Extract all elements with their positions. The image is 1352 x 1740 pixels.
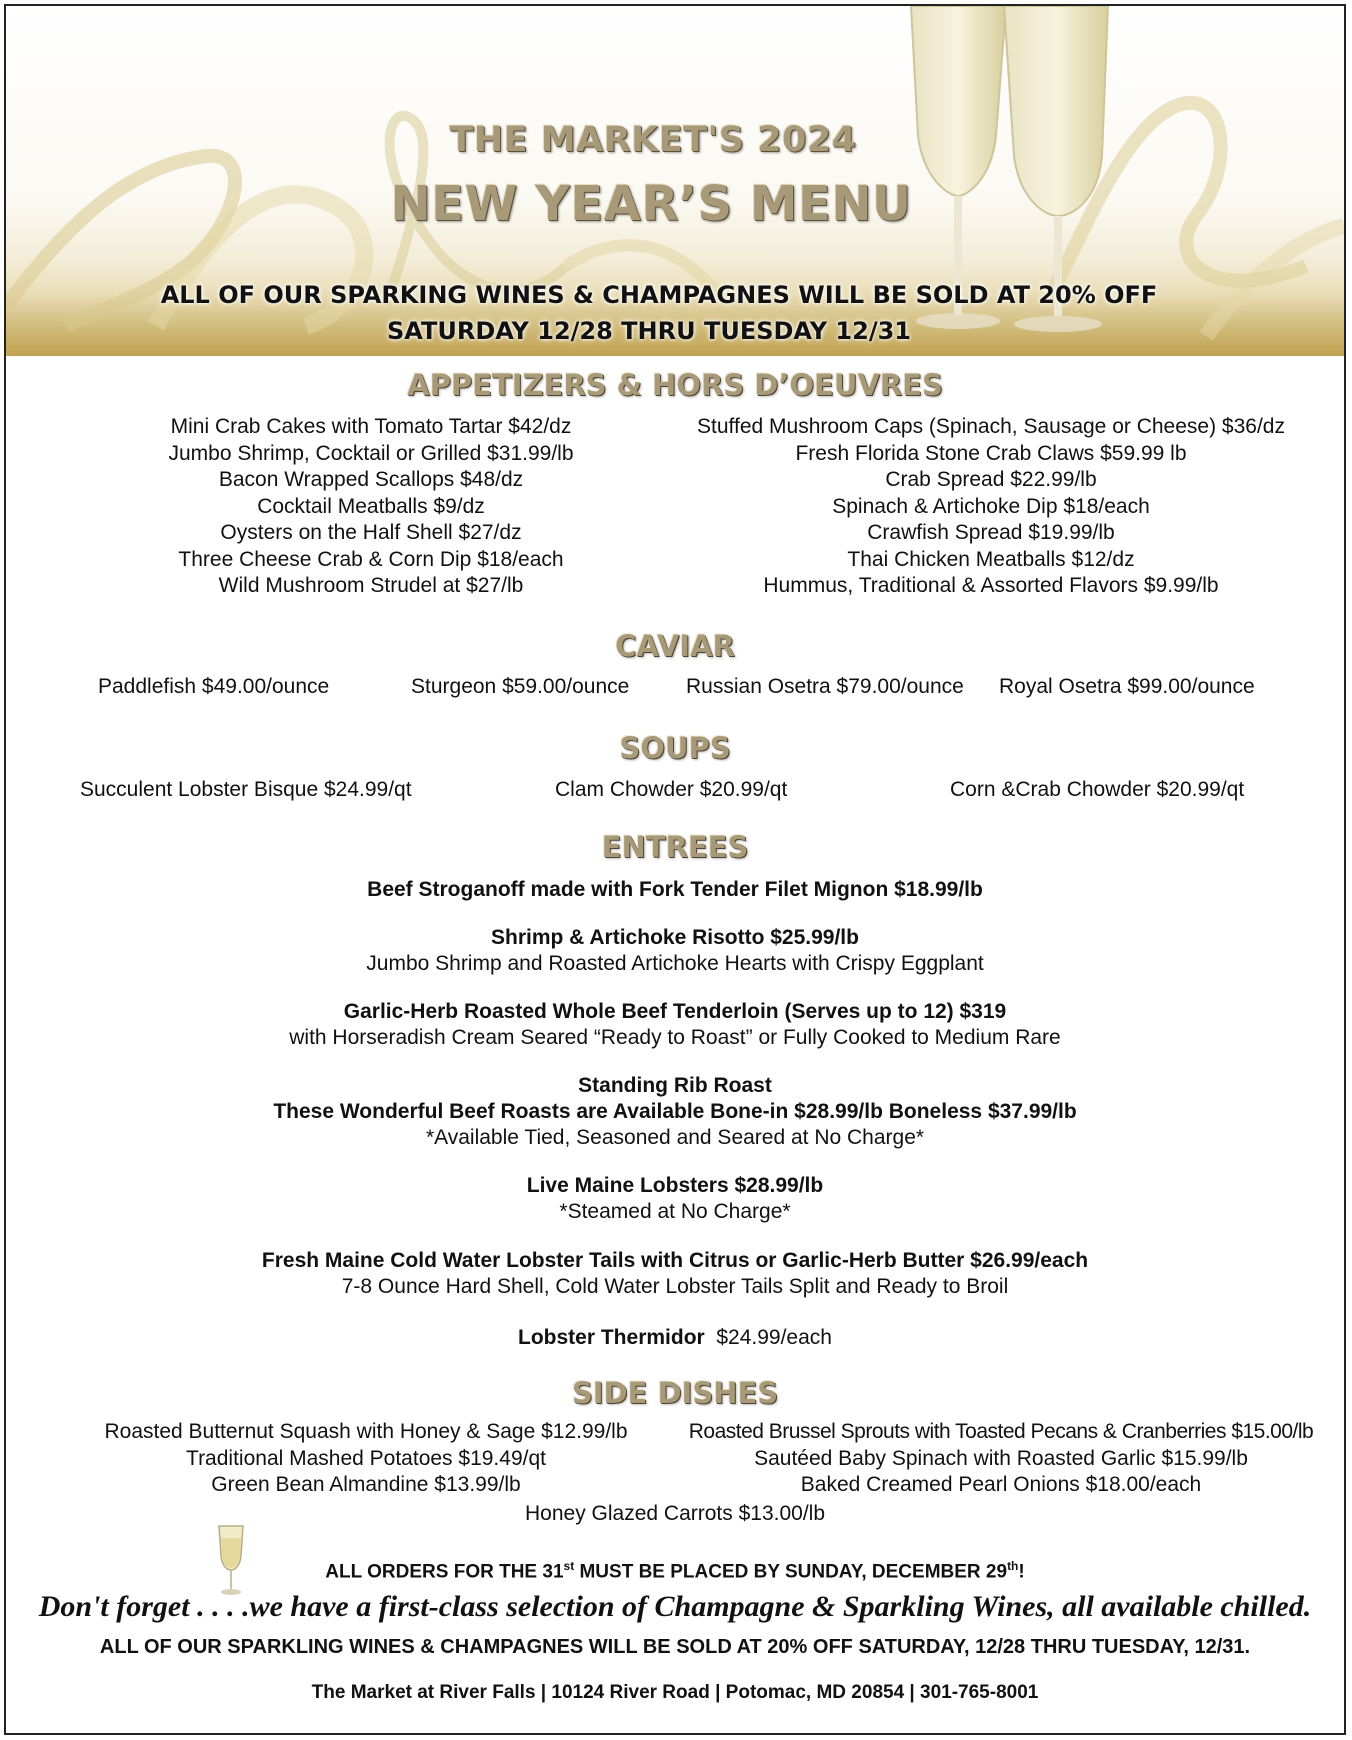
list-item: Wild Mushroom Strudel at $27/lb <box>218 574 524 597</box>
soup-item: Succulent Lobster Bisque $24.99/qt <box>80 778 412 801</box>
list-item: Crawfish Spread $19.99/lb <box>867 521 1115 544</box>
entree-title: Fresh Maine Cold Water Lobster Tails with Citrus or Garlic-Herb Butter $26.99/each <box>261 1249 1089 1272</box>
entree-description: with Horseradish Cream Seared “Ready to Roast” or Fully Cooked to Medium Rare <box>289 1026 1061 1049</box>
order-deadline-text: ! <box>1018 1561 1025 1583</box>
list-item: Jumbo Shrimp, Cocktail or Grilled $31.99/lb <box>168 441 574 465</box>
list-item: Sautéed Baby Spinach with Roasted Garlic $15.99/lb <box>754 1446 1248 1470</box>
entree-title: These Wonderful Beef Roasts are Available Bone-in $28.99/lb Boneless $37.99/lb <box>273 1100 1077 1123</box>
entree-title: Standing Rib Roast <box>578 1074 772 1097</box>
entree-price: $24.99/each <box>704 1326 832 1349</box>
header-banner <box>6 6 1344 356</box>
sale-note: ALL OF OUR SPARKLING WINES & CHAMPAGNES WILL BE SOLD AT 20% OFF SATURDAY, 12/28 THRU TUESDAY, 12/31. <box>99 1636 1251 1658</box>
entree-title: Garlic-Herb Roasted Whole Beef Tenderloin (Serves up to 12) $319 <box>343 1000 1007 1023</box>
list-item: Fresh Florida Stone Crab Claws $59.99 lb <box>795 441 1187 465</box>
list-item: Cocktail Meatballs $9/dz <box>257 494 485 518</box>
soups-heading: SOUPS <box>619 731 731 765</box>
list-item: Three Cheese Crab & Corn Dip $18/each <box>178 547 564 571</box>
list-item: Crab Spread $22.99/lb <box>885 468 1097 491</box>
caviar-item: Sturgeon $59.00/ounce <box>411 675 630 698</box>
appetizers-right-list <box>661 414 1321 600</box>
menu-title-line2: NEW YEAR’S MENU <box>390 176 912 232</box>
order-deadline-text: ALL ORDERS FOR THE 31 <box>325 1561 564 1583</box>
sides-heading: SIDE DISHES <box>571 1376 779 1410</box>
entree-description: *Available Tied, Seasoned and Seared at No Charge* <box>425 1126 925 1149</box>
list-item: Stuffed Mushroom Caps (Spinach, Sausage or Cheese) $36/dz <box>697 415 1285 438</box>
ordinal-suffix: st <box>563 1559 575 1573</box>
dont-forget-note: Don't forget . . . .we have a first-class selection of Champagne & Sparkling Wines, all available chilled. <box>38 1590 1312 1623</box>
list-item: Oysters on the Half Shell $27/dz <box>220 521 522 544</box>
list-item: Honey Glazed Carrots $13.00/lb <box>525 1502 825 1525</box>
caviar-heading: CAVIAR <box>615 629 735 663</box>
promo-line-1: ALL OF OUR SPARKING WINES & CHAMPAGNES WILL BE SOLD AT 20% OFF <box>160 281 1158 309</box>
menu-page <box>4 4 1346 1735</box>
promo-line-2: SATURDAY 12/28 THRU TUESDAY 12/31 <box>386 317 911 345</box>
list-item: Roasted Brussel Sprouts with Toasted Pecans & Cranberries $15.00/lb <box>688 1420 1314 1443</box>
list-item: Bacon Wrapped Scallops $48/dz <box>218 468 524 491</box>
entree-description: Jumbo Shrimp and Roasted Artichoke Hearts with Crispy Eggplant <box>366 952 984 975</box>
list-item: Roasted Butternut Squash with Honey & Sage $12.99/lb <box>104 1420 628 1443</box>
entree-title: Beef Stroganoff made with Fork Tender Filet Mignon $18.99/lb <box>367 878 983 901</box>
order-deadline <box>6 1559 1344 1583</box>
entree-title: Lobster Thermidor <box>518 1326 705 1349</box>
soup-item: Corn &Crab Chowder $20.99/qt <box>950 778 1245 801</box>
list-item: Spinach & Artichoke Dip $18/each <box>832 494 1150 518</box>
soup-item: Clam Chowder $20.99/qt <box>555 778 788 801</box>
list-item: Mini Crab Cakes with Tomato Tartar $42/dz <box>170 415 572 438</box>
entree-title: Live Maine Lobsters $28.99/lb <box>526 1174 824 1197</box>
sides-left-list <box>66 1419 666 1499</box>
list-item: Baked Creamed Pearl Onions $18.00/each <box>800 1473 1202 1496</box>
list-item: Green Bean Almandine $13.99/lb <box>211 1473 521 1496</box>
caviar-item: Paddlefish $49.00/ounce <box>98 675 330 698</box>
ordinal-suffix: th <box>1007 1559 1019 1573</box>
list-item: Hummus, Traditional & Assorted Flavors $9.99/lb <box>763 574 1219 597</box>
entree-description: 7-8 Ounce Hard Shell, Cold Water Lobster Tails Split and Ready to Broil <box>341 1275 1009 1298</box>
appetizers-left-list <box>116 414 626 600</box>
entree-description: *Steamed at No Charge* <box>559 1200 791 1223</box>
entree-row <box>6 1326 1344 1350</box>
list-item: Thai Chicken Meatballs $12/dz <box>847 547 1135 571</box>
store-address: The Market at River Falls | 10124 River Road | Potomac, MD 20854 | 301-765-8001 <box>311 1682 1039 1703</box>
appetizers-heading: APPETIZERS & HORS D’OEUVRES <box>407 368 943 402</box>
list-item: Traditional Mashed Potatoes $19.49/qt <box>186 1446 546 1470</box>
order-deadline-text: MUST BE PLACED BY SUNDAY, DECEMBER 29 <box>574 1561 1008 1583</box>
entrees-heading: ENTREES <box>601 830 749 864</box>
sides-right-list <box>671 1419 1331 1499</box>
caviar-item: Russian Osetra $79.00/ounce <box>686 675 964 698</box>
menu-title-line1: THE MARKET'S 2024 <box>449 120 857 160</box>
entree-title: Shrimp & Artichoke Risotto $25.99/lb <box>491 926 859 949</box>
caviar-item: Royal Osetra $99.00/ounce <box>999 675 1255 698</box>
